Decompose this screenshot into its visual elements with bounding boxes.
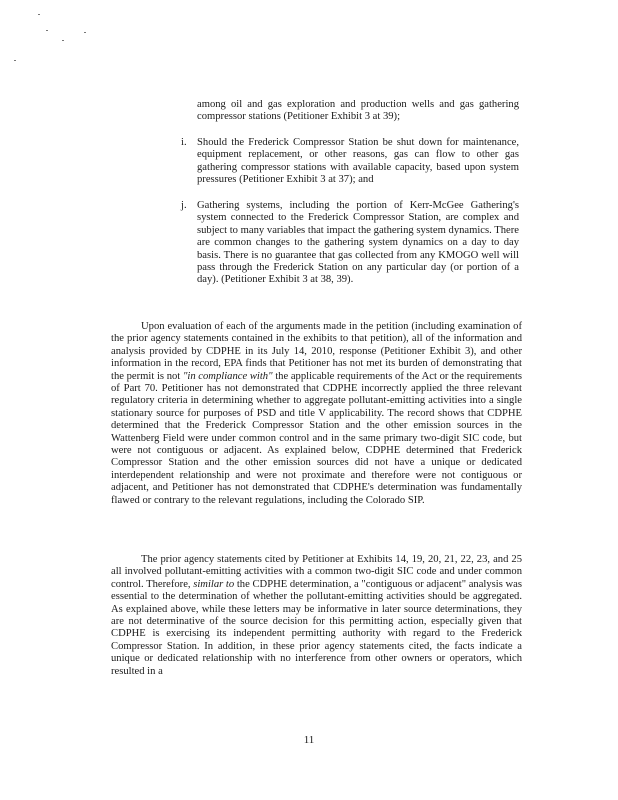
scan-speck [46,30,48,31]
list-item-i: Should the Frederick Compressor Station be shut down for maintenance, equipment replacement, or other reasons, gas can flow to other gas gathering compressor stations with available capacity, based upon system pressures (Petitioner Exhibit 3 at 37); and [197,137,519,186]
list-marker-j: j. [181,200,187,211]
paragraph-2-text-b: the CDPHE determination, a "contiguous or adjacent" analysis was essential to the determination of whether the pollutant-emitting activities should be aggregated. As explained above, while these letters may be informative in later source determinations, they are not determinative of the source decision for this permitting action, especially given that CDPHE is exercising its independent permitting authority with regard to the Frederick Compressor Station. In addition, in these prior agency statements cited, the facts indicate a unique or dedicated relationship with no interference from other owners or operators, which resulted in a [111,578,522,677]
paragraph-2-text-a: The prior agency statements cited by Petitioner at Exhibits 14, 19, 20, 21, 22, 23, and 25 all involved pollutant-emitting activities with a common two-digit SIC code and under common control. Therefore, [111,554,522,590]
scan-speck [84,32,86,33]
list-continuation: among oil and gas exploration and production wells and gas gathering compressor stations (Petitioner Exhibit 3 at 39); [197,99,519,123]
paragraph-2-italic: similar to [193,578,235,590]
list-marker-i: i. [181,137,187,148]
paragraph-1-italic: "in compliance with" [182,370,273,382]
body-paragraph-2 [111,554,522,678]
page-number: 11 [303,734,315,746]
scan-speck [62,40,64,41]
paragraph-1-text-b: the applicable requirements of the Act or the requirements of Part 70. Petitioner has not demonstrated that CDPHE incorrectly applied the three relevant regulatory criteria in determining whether to aggregate pollutant-emitting activities into a single stationary source for purposes of PSD and title V applicability. The record shows that CDPHE determined that the Frederick Compressor Station and the other emission sources in the Wattenberg Field were under common control and in the same primary two-digit SIC code, but were not contiguous or adjacent. As explained below, CDPHE determined that Frederick Compressor Station and the other emission sources did not have a unique or dedicated interdependent relationship and were not proximate and therefore were not contiguous or adjacent, and Petitioner has not demonstrated that CDPHE's determination was fundamentally flawed or contrary to the relevant regulations, including the Colorado SIP. [111,370,523,506]
list-item-j: Gathering systems, including the portion of Kerr-McGee Gathering's system connected to the Frederick Compressor Station, are complex and subject to many variables that impact the gathering system dynamics. There are common changes to the gathering system dynamics on a day to day basis. There is no guarantee that gas collected from any KMOGO well will pass through the Frederick Station on any particular day (or portion of a day). (Petitioner Exhibit 3 at 38, 39). [197,200,519,286]
paragraph-1-text-a: Upon evaluation of each of the arguments made in the petition (including examination of the prior agency statements contained in the exhibits to that petition), all of the information and analysis provided by CDPHE in its July 14, 2010, response (Petitioner Exhibit 3), and other information in the record, EPA finds that Petitioner has not met its burden of demonstrating that the permit is not [111,321,522,382]
scan-speck [14,60,16,61]
scan-speck [38,14,40,15]
body-paragraph-1 [111,321,522,507]
